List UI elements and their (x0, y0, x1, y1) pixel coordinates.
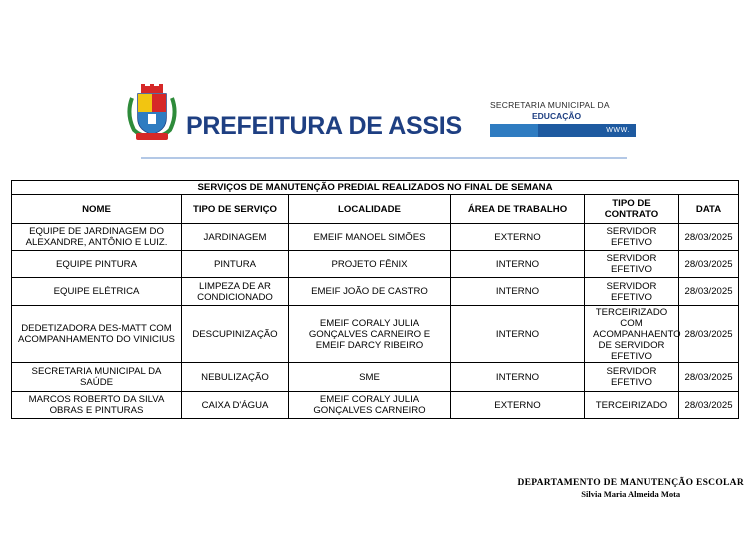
column-header: NOME (12, 195, 182, 224)
cell-nome: MARCOS ROBERTO DA SILVA OBRAS E PINTURAS (12, 392, 182, 419)
website-link[interactable]: WWW. ASSIS.SP.GOV.BR (538, 124, 636, 137)
cell-localidade: EMEIF MANOEL SIMÕES (289, 224, 451, 251)
table-row (12, 392, 739, 419)
cell-nome: EQUIPE DE JARDINAGEM DO ALEXANDRE, ANTÔNIO E LUIZ. (12, 224, 182, 251)
cell-area: EXTERNO (451, 224, 585, 251)
secretaria-logo (490, 100, 636, 147)
cell-tipo-servico: CAIXA D'ÁGUA (182, 392, 289, 419)
cell-nome: DEDETIZADORA DES-MATT COM ACOMPANHAMENTO DO VINICIUS (12, 306, 182, 363)
cell-tipo-servico: NEBULIZAÇÃO (182, 363, 289, 392)
cell-tipo-servico: JARDINAGEM (182, 224, 289, 251)
table-row (12, 251, 739, 278)
cell-data: 28/03/2025 (679, 278, 739, 306)
prefeitura-brand: PREFEITURA DE ASSIS (186, 112, 462, 140)
cell-data: 28/03/2025 (679, 363, 739, 392)
table-row (12, 363, 739, 392)
cell-localidade: PROJETO FÊNIX (289, 251, 451, 278)
table-row (12, 224, 739, 251)
cell-contrato: SERVIDOR EFETIVO (585, 278, 679, 306)
cell-data: 28/03/2025 (679, 392, 739, 419)
column-header: TIPO DE CONTRATO (585, 195, 679, 224)
table-row (12, 306, 739, 363)
cell-contrato: SERVIDOR EFETIVO (585, 363, 679, 392)
signature-block (517, 478, 744, 499)
website-bar (490, 124, 636, 147)
cell-localidade: EMEIF CORALY JULIA GONÇALVES CARNEIRO E EMEIF DARCY RIBEIRO (289, 306, 451, 363)
table-row (12, 278, 739, 306)
cell-data: 28/03/2025 (679, 224, 739, 251)
cell-contrato: SERVIDOR EFETIVO (585, 251, 679, 278)
cell-area: INTERNO (451, 306, 585, 363)
table-title: SERVIÇOS DE MANUTENÇÃO PREDIAL REALIZADOS NO FINAL DE SEMANA (12, 181, 739, 195)
coat-of-arms-icon (124, 84, 180, 142)
header-row (12, 195, 739, 224)
cell-contrato: SERVIDOR EFETIVO (585, 224, 679, 251)
cell-tipo-servico: PINTURA (182, 251, 289, 278)
department-name: DEPARTAMENTO DE MANUTENÇÃO ESCOLAR (517, 478, 744, 488)
column-header: ÁREA DE TRABALHO (451, 195, 585, 224)
header-divider (141, 157, 627, 159)
cell-localidade: EMEIF JOÃO DE CASTRO (289, 278, 451, 306)
cell-nome: SECRETARIA MUNICIPAL DA SAÚDE (12, 363, 182, 392)
cell-contrato: TERCEIRIZADO (585, 392, 679, 419)
column-header: LOCALIDADE (289, 195, 451, 224)
column-header: DATA (679, 195, 739, 224)
cell-area: INTERNO (451, 251, 585, 278)
cell-tipo-servico: DESCUPINIZAÇÃO (182, 306, 289, 363)
cell-area: INTERNO (451, 363, 585, 392)
signatory-name: Silvia Maria Almeida Mota (581, 489, 681, 499)
secretaria-label: SECRETARIA MUNICIPAL DA (490, 100, 610, 110)
column-header: TIPO DE SERVIÇO (182, 195, 289, 224)
cell-nome: EQUIPE PINTURA (12, 251, 182, 278)
cell-localidade: SME (289, 363, 451, 392)
website-bar-accent (490, 124, 538, 137)
cell-localidade: EMEIF CORALY JULIA GONÇALVES CARNEIRO (289, 392, 451, 419)
cell-tipo-servico: LIMPEZA DE AR CONDICIONADO (182, 278, 289, 306)
educacao-label: EDUCAÇÃO (532, 111, 582, 121)
cell-area: EXTERNO (451, 392, 585, 419)
cell-nome: EQUIPE ELÉTRICA (12, 278, 182, 306)
cell-area: INTERNO (451, 278, 585, 306)
services-table (11, 180, 739, 419)
cell-data: 28/03/2025 (679, 251, 739, 278)
cell-contrato: TERCEIRIZADO COM ACOMPANHAENTO DE SERVIDOR EFETIVO (585, 306, 679, 363)
cell-data: 28/03/2025 (679, 306, 739, 363)
